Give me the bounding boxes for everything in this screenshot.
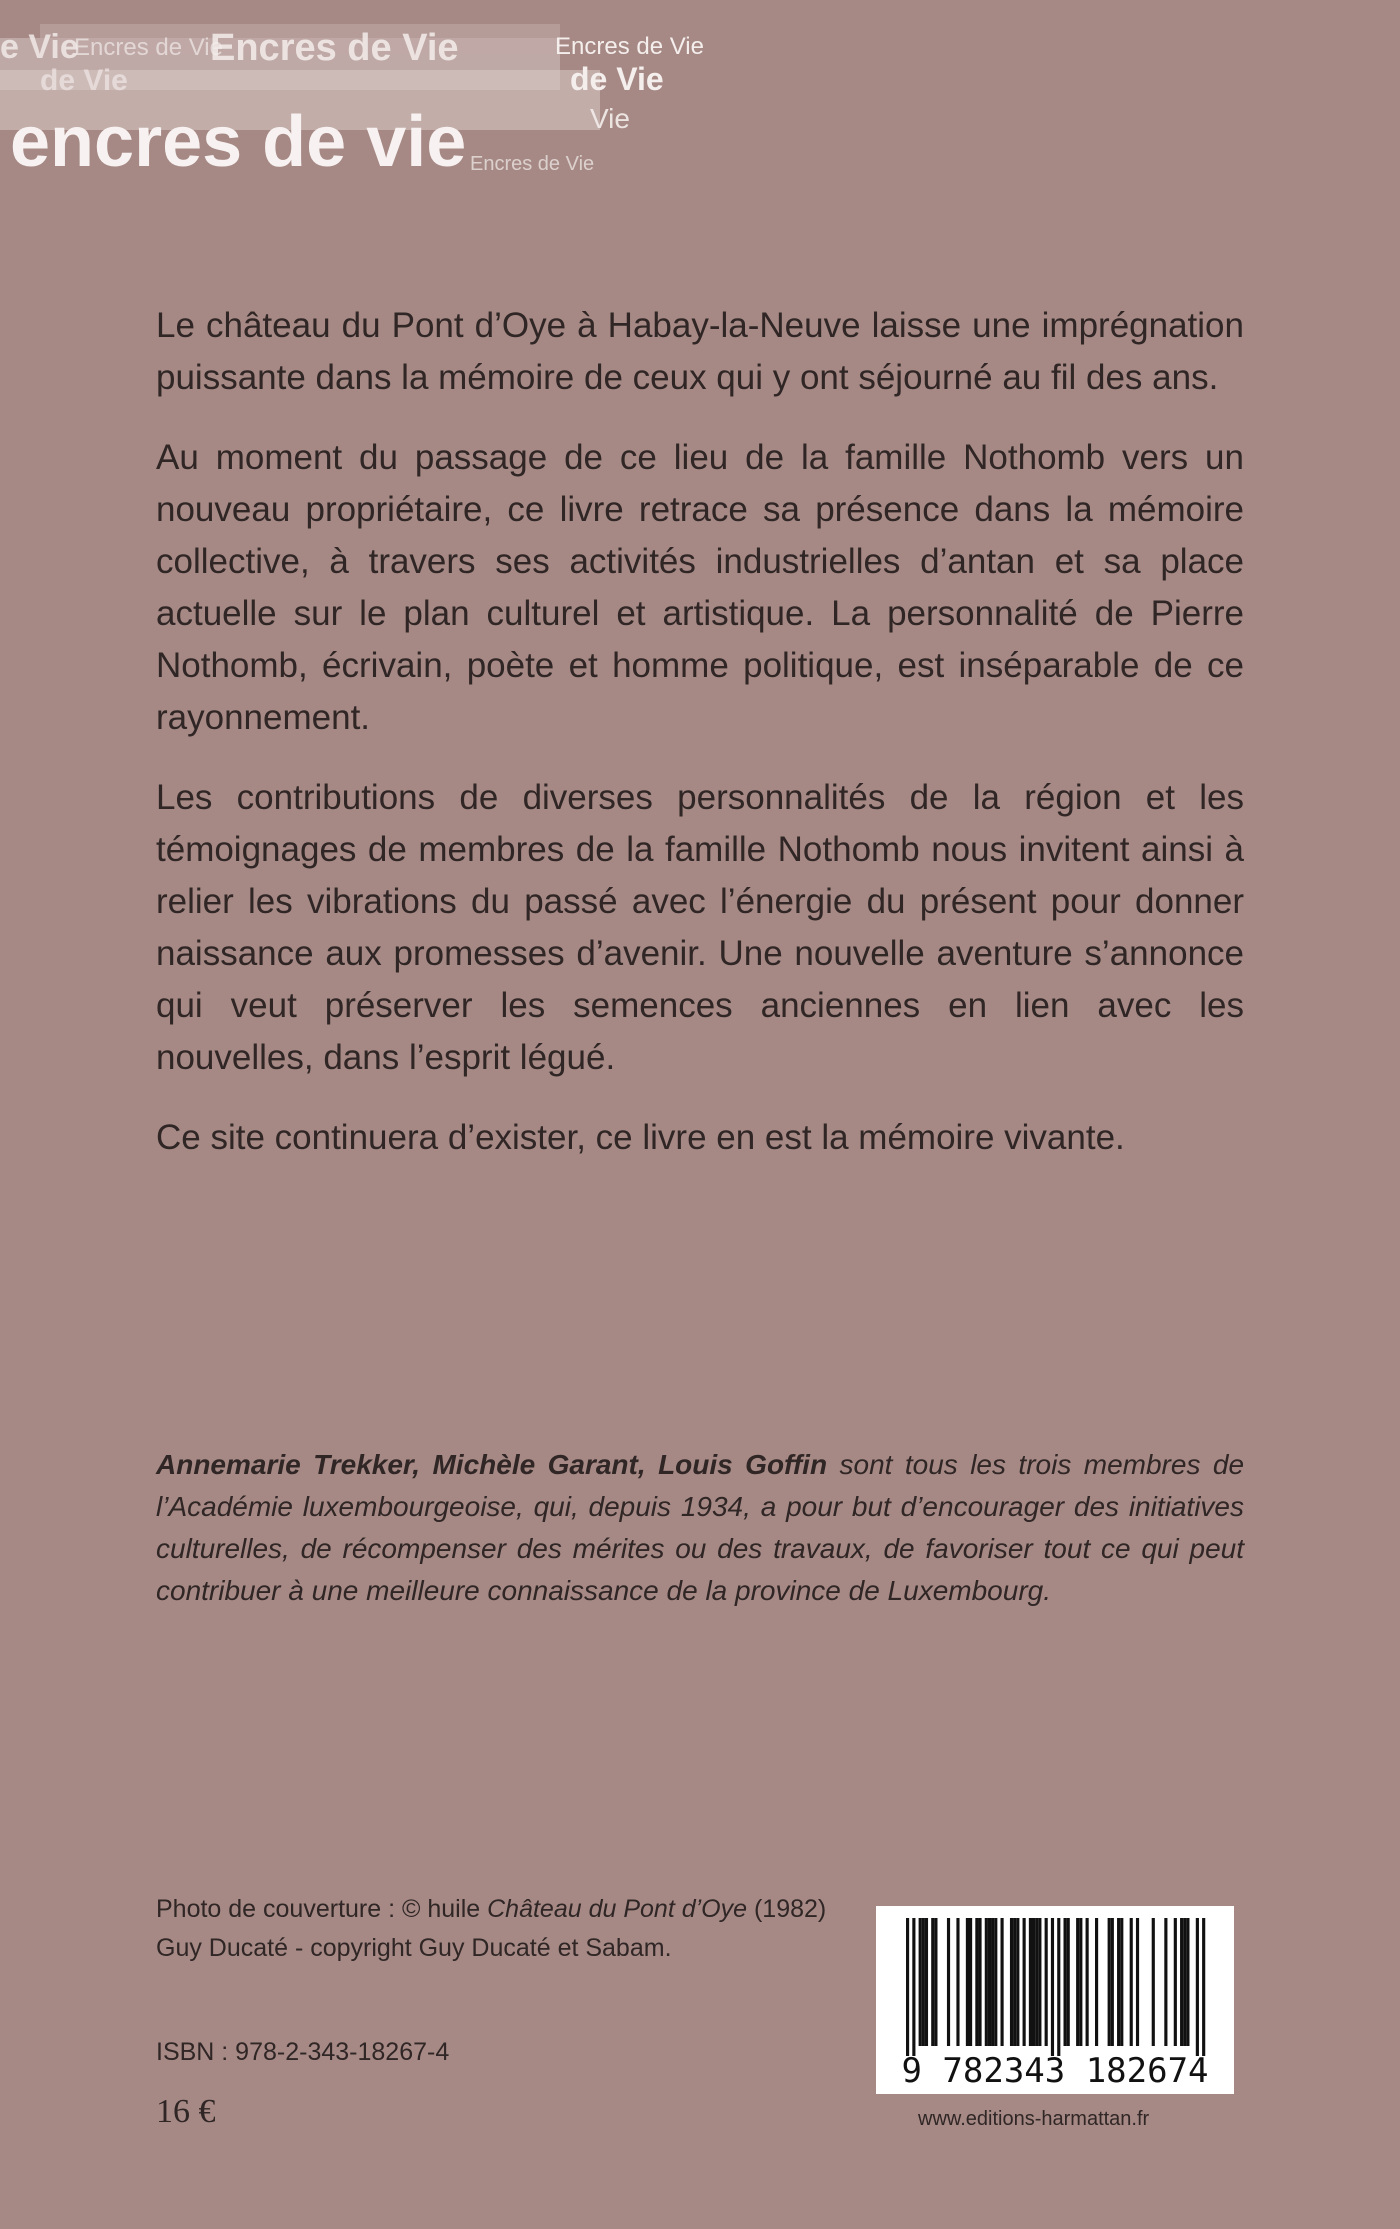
barcode-bar: [1045, 1918, 1048, 2046]
barcode-bar: [978, 1918, 981, 2046]
barcode-bar: [1130, 1918, 1133, 2046]
barcode-bar: [1013, 1918, 1016, 2046]
logo-main-text: encres de vie: [10, 102, 467, 182]
logo-small-text-2: Encres de Vie: [555, 33, 704, 60]
summary-paragraph-1: Le château du Pont d’Oye à Habay-la-Neuve laisse une imprégnation puissante dans la mémoire de ceux qui y ont séjourné au fil des ans.: [156, 306, 1244, 397]
barcode-bar: [969, 1918, 972, 2046]
barcode-bar: [1023, 1918, 1026, 2046]
barcode-bar: [1010, 1918, 1013, 2046]
barcode-bar: [1051, 1918, 1054, 2056]
barcode-bar: [1029, 1918, 1032, 2046]
barcode-bar: [1076, 1918, 1079, 2046]
barcode-bar: [1111, 1918, 1114, 2046]
barcode-bar: [1035, 1918, 1038, 2046]
summary-paragraph-2: Au moment du passage de ce lieu de la famille Nothomb vers un nouveau propriétaire, ce livre retrace sa présence dans la mémoire collective, à travers ses activités industrielles d’antan et sa place actuelle sur le plan culturel et artistique. La personnalité de Pierre Nothomb, écrivain, poète et homme politique, est inséparable de ce rayonnement.: [156, 438, 1244, 737]
barcode-bar: [919, 1918, 922, 2046]
barcode-bar: [906, 1918, 909, 2056]
barcode-bar: [1183, 1918, 1186, 2046]
barcode-bar: [994, 1918, 997, 2046]
barcode-bar: [1120, 1918, 1123, 2046]
barcode-bar: [1064, 1918, 1067, 2046]
logo-bold-text: Encres de Vie: [210, 27, 459, 69]
author-bio-text: sont tous les trois membres de l’Académie luxembourgeoise, qui, depuis 1934, a pour but d’encourager des initiatives culturelles, de récompenser des mérites ou des travaux, de favoriser tout ce qui peut contribuer à une meilleure connaissance de la province de Luxembourg.: [156, 1449, 1245, 1606]
barcode-bar: [1164, 1918, 1167, 2046]
barcode-bar: [1079, 1918, 1082, 2046]
barcode-bar: [1095, 1918, 1098, 2046]
barcode-bar: [912, 1918, 915, 2056]
barcode-bar: [1032, 1918, 1035, 2046]
barcode-bars: [906, 1918, 1205, 2056]
barcode-bar: [1038, 1918, 1041, 2046]
summary-paragraph-3: Les contributions de diverses personnalités de la région et les témoignages de membres de la famille Nothomb nous invitent ainsi à relier les vibrations du passé avec l’énergie du présent pour donner naissance aux promesses d’avenir. Une nouvelle aventure s’annonce qui veut préserver les semences anciennes en lien avec les nouvelles, dans l’esprit légué.: [156, 778, 1244, 1077]
publisher-website: www.editions-harmattan.fr: [918, 2108, 1150, 2130]
barcode-bar: [931, 1918, 934, 2046]
back-cover-summary: [156, 300, 1244, 1164]
logo-small-text-1: Encres de Vie: [74, 34, 223, 61]
series-logo-graphic: [0, 0, 720, 190]
barcode-bar: [1001, 1918, 1004, 2046]
barcode-bar: [975, 1918, 978, 2046]
credit-work-title: Château du Pont d’Oye: [487, 1895, 748, 1923]
barcode-bar: [956, 1918, 959, 2046]
logo-short-text-1: de Vie: [40, 64, 128, 97]
barcode-bar: [966, 1918, 969, 2046]
barcode: [876, 1906, 1234, 2094]
barcode-bar: [1202, 1918, 1205, 2056]
barcode-bar: [1196, 1918, 1199, 2056]
barcode-bar: [985, 1918, 988, 2046]
barcode-digits: 9 782343 182674: [901, 2051, 1209, 2091]
barcode-bar: [1152, 1918, 1155, 2046]
cover-photo-credit: [156, 1890, 856, 1968]
summary-paragraph-4: Ce site continuera d’exister, ce livre en est la mémoire vivante.: [156, 1118, 1125, 1157]
logo-tiny-text: Vie: [590, 103, 630, 134]
barcode-bar: [1117, 1918, 1120, 2046]
barcode-bar: [988, 1918, 991, 2046]
barcode-bar: [1057, 1918, 1060, 2056]
logo-small-text-3: Encres de Vie: [470, 153, 595, 175]
barcode-graphic: [876, 1906, 1234, 2094]
author-names: Annemarie Trekker, Michèle Garant, Louis Goffin: [156, 1449, 828, 1480]
barcode-bar: [1108, 1918, 1111, 2046]
barcode-bar: [934, 1918, 937, 2046]
barcode-bar: [1067, 1918, 1070, 2046]
barcode-bar: [1086, 1918, 1089, 2046]
barcode-bar: [922, 1918, 925, 2046]
barcode-bar: [1180, 1918, 1183, 2046]
svg-text:e Vie: e Vie: [0, 28, 79, 66]
barcode-bar: [925, 1918, 928, 2046]
isbn: ISBN : 978-2-343-18267-4: [156, 2038, 450, 2066]
barcode-bar: [1186, 1918, 1189, 2046]
logo-short-text-2: de Vie: [570, 61, 664, 97]
series-logo: [0, 0, 720, 190]
barcode-bar: [1016, 1918, 1019, 2046]
credit-suffix: (1982) Guy Ducaté - copyright Guy Ducaté et Sabam.: [156, 1895, 827, 1962]
price: 16 €: [156, 2093, 216, 2130]
barcode-bar: [991, 1918, 994, 2046]
credit-prefix: Photo de couverture : © huile: [156, 1895, 488, 1923]
authors-bio: [156, 1444, 1244, 1612]
barcode-bar: [1174, 1918, 1177, 2046]
barcode-bar: [947, 1918, 950, 2046]
barcode-bar: [1136, 1918, 1139, 2046]
